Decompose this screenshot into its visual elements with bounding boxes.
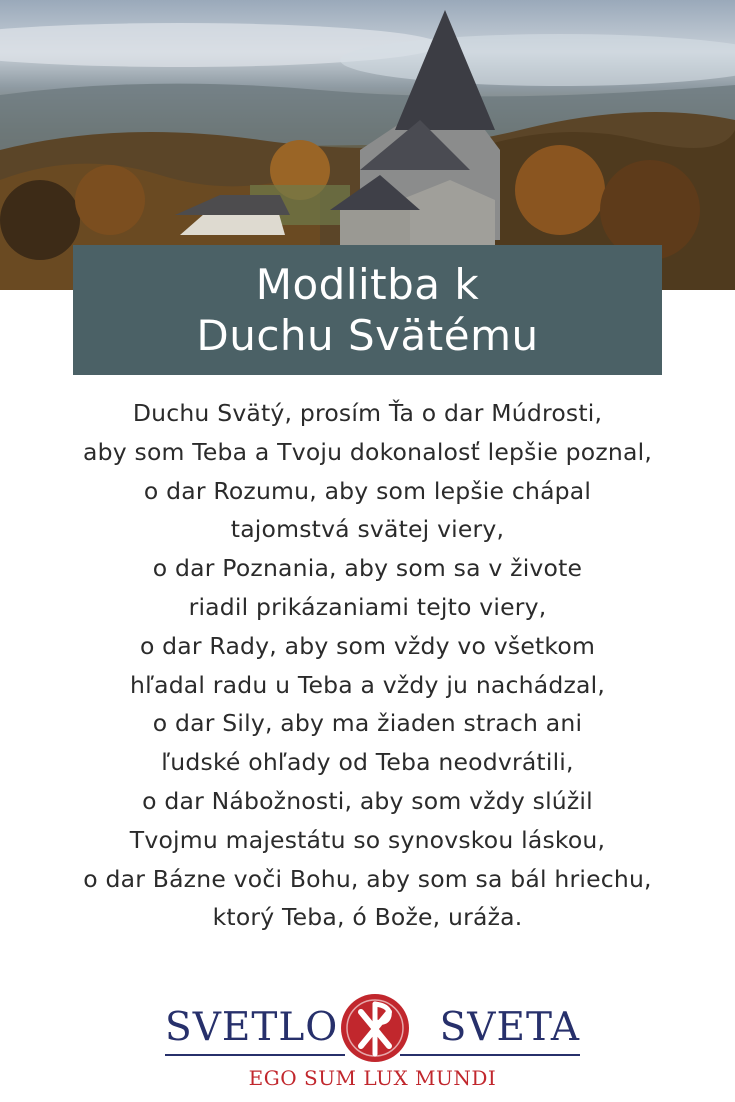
prayer-line: o dar Nábožnosti, aby som vždy slúžil xyxy=(142,786,593,815)
prayer-line: aby som Teba a Tvoju dokonalosť lepšie poznal, xyxy=(83,437,652,466)
title-line-1: Modlitba k xyxy=(255,260,480,309)
svetlo-sveta-logo xyxy=(165,992,580,1098)
prayer-line: o dar Bázne voči Bohu, aby som sa bál hriechu, xyxy=(83,864,652,893)
prayer-line: o dar Rady, aby som vždy vo všetkom xyxy=(139,631,596,660)
title-line-2: Duchu Svätému xyxy=(196,311,539,360)
logo-word-left: SVETLO xyxy=(165,1005,339,1050)
prayer-line: Duchu Svätý, prosím Ťa o dar Múdrosti, xyxy=(132,399,603,427)
title-banner xyxy=(73,245,662,375)
prayer-line: Tvojmu majestátu so synovskou láskou, xyxy=(129,825,606,854)
logo-word-right: SVETA xyxy=(439,1005,580,1050)
prayer-line: hľadal radu u Teba a vždy ju nachádzal, xyxy=(129,670,605,699)
prayer-line: o dar Poznania, aby som sa v živote xyxy=(152,554,583,583)
prayer-line: riadil prikázaniami tejto viery, xyxy=(188,592,547,621)
logo-tagline: EGO SUM LUX MUNDI xyxy=(248,1066,497,1090)
logo-rule-right xyxy=(400,1054,580,1056)
prayer-text xyxy=(0,394,735,937)
prayer-line: ľudské ohľady od Teba neodvrátili, xyxy=(161,748,574,777)
prayer-line: o dar Sily, aby ma žiaden strach ani xyxy=(152,709,583,738)
logo-rule-left xyxy=(165,1054,345,1056)
prayer-line: ktorý Teba, ó Bože, uráža. xyxy=(212,903,523,932)
prayer-line: o dar Rozumu, aby som lepšie chápal xyxy=(143,476,592,505)
prayer-line: tajomstvá svätej viery, xyxy=(230,515,505,544)
